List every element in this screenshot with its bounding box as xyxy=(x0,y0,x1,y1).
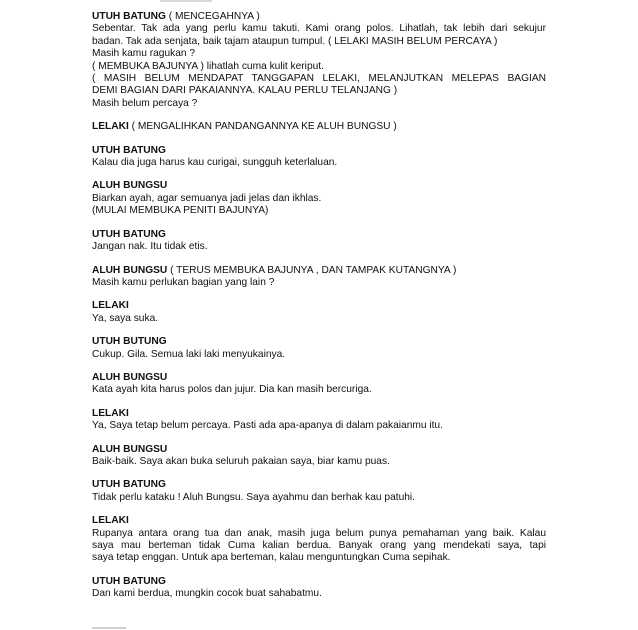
dialogue-line: Dan kami berdua, mungkin cocok buat sahabatmu. xyxy=(92,588,322,600)
dialogue-block xyxy=(92,372,546,397)
stage-direction: ( MENGALIHKAN PANDANGANNYA KE ALUH BUNGSU ) xyxy=(128,121,397,133)
dialogue-block xyxy=(92,515,546,565)
dialogue-line: Masih belum percaya ? xyxy=(92,97,198,109)
dialogue-block xyxy=(92,576,546,601)
dialogue-block xyxy=(92,336,546,361)
cropped-text-fragment-top xyxy=(160,0,212,2)
speaker-line xyxy=(92,11,546,23)
speaker-name: UTUH BATUNG xyxy=(92,575,166,587)
dialogue-line: Jangan nak. Itu tidak etis. xyxy=(92,241,208,253)
dialogue-line: DEMI BAGIAN DARI PAKAIANNYA. KALAU PERLU TELANJANG ) xyxy=(92,85,398,97)
dialogue-block xyxy=(92,145,546,170)
dialogue-line: Ya, Saya tetap belum percaya. Pasti ada apa-apanya di dalam pakaianmu itu. xyxy=(92,420,443,432)
dialogue-line: badan. Tak ada senjata, baik tajam ataupun tumpul. ( LELAKI MASIH BELUM PERCAYA ) xyxy=(92,35,498,47)
speaker-name: UTUH BATUNG xyxy=(92,228,166,240)
dialogue-line: (MULAI MEMBUKA PENITI BAJUNYA) xyxy=(92,205,269,217)
dialogue-block xyxy=(92,300,546,325)
dialogue-block xyxy=(92,444,546,469)
dialogue-line: Masih kamu ragukan ? xyxy=(92,48,196,60)
speaker-name: ALUH BUNGSU xyxy=(92,264,168,276)
script-page xyxy=(92,11,546,612)
speaker-line xyxy=(92,265,546,277)
dialogue-line: Cukup. Gila. Semua laki laki menyukainya. xyxy=(92,348,286,360)
dialogue-block xyxy=(92,180,546,217)
dialogue-line: Kalau dia juga harus kau curigai, sungguh keterlaluan. xyxy=(92,157,338,169)
dialogue-block xyxy=(92,408,546,433)
cropped-text-fragment-bottom xyxy=(92,625,132,630)
speaker-name: UTUH BUTUNG xyxy=(92,336,167,348)
dialogue-line: Tidak perlu kataku ! Aluh Bungsu. Saya ayahmu dan berhak kau patuhi. xyxy=(92,491,415,503)
dialogue-line: saya tetap enggan. Untuk apa berteman, kalau menguntungkan Cuma sepihak. xyxy=(92,552,451,564)
dialogue-line: Sebentar. Tak ada yang perlu kamu takuti. Kami orang polos. Lihatlah, tak lebih dari sekujur xyxy=(92,23,546,35)
speaker-name: LELAKI xyxy=(92,407,129,419)
dialogue-line: Baik-baik. Saya akan buka seluruh pakaian saya, biar kamu puas. xyxy=(92,455,390,467)
speaker-name: LELAKI xyxy=(92,300,129,312)
speaker-name: ALUH BUNGSU xyxy=(92,371,168,383)
speaker-name: UTUH BATUNG xyxy=(92,144,166,156)
dialogue-block xyxy=(92,265,546,290)
dialogue-line: Masih kamu perlukan bagian yang lain ? xyxy=(92,276,275,288)
dialogue-block xyxy=(92,479,546,504)
dialogue-block xyxy=(92,229,546,254)
dialogue-line: saya mau berteman tidak Cuma kalian berdua. Banyak orang yang mendekati saya, tapi xyxy=(92,540,546,551)
speaker-line xyxy=(92,121,546,133)
dialogue-line: Biarkan ayah, agar semuanya jadi jelas dan ikhlas. xyxy=(92,192,322,204)
speaker-name: UTUH BATUNG xyxy=(92,479,166,491)
speaker-name: UTUH BATUNG xyxy=(92,11,166,22)
stage-direction: ( MENCEGAHNYA ) xyxy=(165,11,260,22)
dialogue-line: Ya, saya suka. xyxy=(92,312,159,324)
speaker-name: LELAKI xyxy=(92,121,129,133)
speaker-name: ALUH BUNGSU xyxy=(92,443,168,455)
dialogue-block xyxy=(92,121,546,133)
dialogue-line: Kata ayah kita harus polos dan jujur. Dia kan masih bercuriga. xyxy=(92,384,372,396)
stage-direction: ( TERUS MEMBUKA BAJUNYA , DAN TAMPAK KUTANGNYA ) xyxy=(167,264,457,276)
dialogue-line: ( MEMBUKA BAJUNYA ) lihatlah cuma kulit keriput. xyxy=(92,60,324,72)
speaker-name: LELAKI xyxy=(92,515,129,527)
dialogue-line: ( MASIH BELUM MENDAPAT TANGGAPAN LELAKI, MELANJUTKAN MELEPAS BAGIAN xyxy=(92,73,546,85)
speaker-name: ALUH BUNGSU xyxy=(92,180,168,192)
dialogue-block xyxy=(92,11,546,110)
dialogue-line: Rupanya antara orang tua dan anak, masih juga belum punya pemahaman yang baik. Kalau xyxy=(92,527,546,539)
